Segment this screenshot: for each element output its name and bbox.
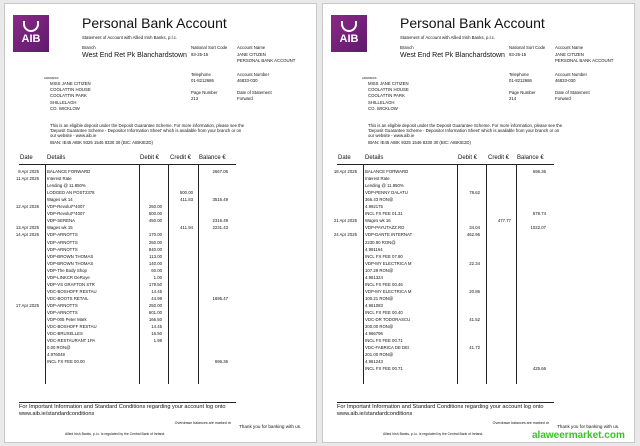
cell-date: 17 Apr 2025 [15, 302, 39, 308]
account-name-line: PERSONAL BANK ACCOUNT [237, 58, 296, 63]
cell-details: VDC-BOSHOFF RESTAU [47, 288, 97, 294]
footer-info-line: For Important Information and Standard Conditions regarding your account log onto [19, 404, 226, 410]
cell-details: 4.961083 [365, 302, 383, 308]
cell-details: VDP-MY ELECTRICA M [365, 260, 412, 266]
cell-debit: 20.86 [469, 288, 480, 294]
cell-details: BALANCE FORWARD [47, 169, 91, 174]
cell-balance: 2316.49 [212, 218, 228, 224]
deposit-notice-line: 'Deposit Guarantee Scheme - Depositor Information Sheet' which is available from your branch or on [50, 128, 242, 134]
cell-details: Lending @ 11.850% [47, 183, 86, 189]
cell-balance: 1022.07 [530, 225, 546, 231]
cell-debit: 16.50 [151, 331, 162, 337]
cell-balance: 3516.49 [212, 197, 228, 203]
date-of-statement-value: Forward [555, 96, 571, 101]
cell-details: VDC-BOSHOFF RESTAU [47, 324, 97, 330]
column-header-balance: Balance € [199, 155, 226, 161]
cell-date: 8 Apr 2025 [18, 169, 39, 174]
telephone-label: Telephone [509, 72, 529, 77]
cell-balance: 696.36 [214, 359, 228, 365]
cell-balance: 2667.06 [212, 169, 228, 174]
table-header-rule [19, 164, 236, 165]
address-line: COOLATTIN PARK [368, 93, 405, 99]
cell-balance: 1695.47 [212, 295, 228, 301]
cell-balance: 578.74 [532, 211, 546, 217]
cell-balance: 425.66 [532, 366, 546, 372]
cell-details: VDP-BROWN THOMAS [47, 260, 94, 266]
account-number-value: 46833-030 [555, 78, 576, 83]
cell-debit: 601.00 [148, 310, 162, 315]
column-header-credit: Credit € [488, 155, 510, 161]
footer-info-line: www.aib.ie/standardconditions [19, 411, 95, 417]
iban-bic: IBAN: IE45 AIBK 9325 1546 8330 30 (BIC: AIBKIE2D) [368, 140, 471, 145]
cell-details: Wages wk 15 [47, 225, 73, 231]
cell-details: VDC-FABRICA DE DEI [365, 345, 410, 351]
cell-details: INCL FX FEE 00.46 [365, 281, 403, 287]
column-header-debit: Debit € [140, 155, 160, 161]
cell-details: INCL FX FEE 01.31 [365, 211, 403, 217]
cell-details: INCL FX FEE 00.71 [365, 338, 403, 344]
cell-debit: 41.72 [469, 345, 480, 351]
cell-details: VDP-The Body Shop [47, 267, 87, 273]
deposit-notice-line: 'Deposit Guarantee Scheme - Depositor Information Sheet' which is available from your branch or on [368, 128, 560, 134]
cell-debit: 166.50 [148, 317, 162, 323]
overdrawn-note: Overdrawn balances are marked dr [492, 421, 549, 425]
column-header-balance: Balance € [517, 155, 544, 161]
cell-details: Wages wk 16 [365, 218, 391, 224]
footer-rule [337, 402, 554, 403]
cell-debit: 44.99 [151, 295, 162, 301]
branch-label: Branch [400, 45, 414, 50]
address-label: ADDRESS [44, 76, 59, 80]
address-line: MISS JANE CITIZEN [368, 81, 409, 86]
thank-you-note: Thank you for banking with us. [239, 424, 302, 429]
cell-debit: 170.00 [148, 232, 162, 238]
cell-details: Lending @ 11.850% [365, 183, 404, 189]
footer-info-line: www.aib.ie/standardconditions [337, 411, 413, 417]
statement-subtitle: Statement of Account with Allied Irish Banks, p.l.c. [400, 35, 496, 40]
cell-debit: 1.00 [153, 274, 162, 280]
cell-details: VDP-MY ELECTRICA M [365, 288, 412, 294]
cell-details: VDP-VS GRAFTON STR [47, 281, 95, 287]
statement-page-2 [322, 3, 635, 443]
cell-details: VDP-PAYUTAZZ.RO [365, 225, 405, 231]
cell-details: VDC-DR TODORASCU [365, 317, 411, 323]
cell-balance: 2231.43 [212, 225, 228, 231]
watermark: alaweermarket.com [532, 430, 625, 441]
cell-details: VDP-ARNOTTS [47, 246, 78, 252]
logo-text: AIB [339, 33, 359, 45]
column-header-details: Details [47, 155, 66, 161]
cell-details: Wages wk 14 [47, 197, 73, 203]
column-header-debit: Debit € [458, 155, 478, 161]
cell-details: BALANCE FORWARD [365, 169, 409, 174]
cell-details: 107.29 RON@ [365, 267, 394, 273]
sort-code-value: 93-25-15 [509, 52, 527, 57]
account-number-label: Account Number [555, 72, 588, 77]
iban-bic: IBAN: IE45 AIBK 9325 1546 8330 30 (BIC: AIBKIE2D) [50, 140, 153, 145]
cell-details: LODGED AN POST2378 [47, 190, 95, 196]
cell-debit: 113.00 [149, 253, 162, 259]
date-of-statement-label: Date of Statement [237, 90, 272, 95]
branch-label: Branch [82, 45, 96, 50]
cell-date: 18 Apr 2025 [333, 169, 357, 174]
cell-date: 21 Apr 2025 [333, 218, 357, 224]
cell-details: 4.966796 [365, 331, 383, 337]
page-number-value: 213 [191, 96, 199, 101]
cell-date: 13 Apr 2025 [15, 225, 39, 231]
telephone-value: 01-8212686 [191, 78, 214, 83]
cell-details: Interest Rate [47, 176, 72, 182]
cell-details: VDP-ARNOTTS [47, 232, 78, 238]
sort-code-value: 93-25-15 [191, 52, 209, 57]
cell-details: 2230.90 RON@ [365, 239, 396, 245]
cell-details: 4.991164 [365, 246, 383, 252]
page-number-label: Page Number [509, 90, 536, 95]
telephone-label: Telephone [191, 72, 211, 77]
address-line: SHILLELAGH [368, 99, 395, 105]
cell-credit: 411.94 [180, 225, 193, 231]
cell-balance: 696.36 [532, 169, 546, 174]
page-title: Personal Bank Account [82, 15, 227, 31]
cell-debit: 41.52 [469, 317, 480, 323]
account-name-label: Account Name [237, 45, 266, 50]
cell-debit: 140.00 [148, 260, 162, 266]
cell-debit: 250.00 [148, 239, 162, 245]
cell-details: VDP-005 Peter Mark [47, 317, 87, 323]
page-title: Personal Bank Account [400, 15, 545, 31]
cell-details: VDP-Revolut**4007 [47, 204, 85, 210]
cell-details: VDP-LINKCR DeRoye [47, 274, 90, 280]
cell-details: 4.961324 [365, 274, 383, 280]
cell-debit: 14.45 [151, 288, 162, 294]
thank-you-note: Thank you for banking with us. [557, 424, 620, 429]
cell-details: VDP-ARNOTTS [47, 302, 78, 308]
cell-date: 24 Apr 2025 [333, 232, 357, 238]
deposit-notice-line: This is an eligible deposit under the Deposit Guarantee Scheme. For more information, please see the [368, 123, 563, 128]
account-number-value: 46833-030 [237, 78, 258, 83]
cell-details: VDP-ARNOTTS [47, 239, 78, 245]
page-number-label: Page Number [191, 90, 218, 95]
cell-debit: 22.34 [469, 260, 480, 266]
column-header-date: Date [20, 155, 33, 161]
cell-details: INCL FX FEE 07.80 [365, 253, 403, 259]
column-header-details: Details [365, 155, 384, 161]
cell-credit: 500.00 [179, 190, 193, 196]
cell-debit: 78.62 [469, 190, 480, 196]
cell-debit: 450.00 [148, 218, 162, 224]
table-row [5, 360, 316, 367]
cell-details: VDP-Revolut**4007 [47, 211, 85, 217]
cell-date: 11 Apr 2025 [16, 176, 39, 182]
cell-debit: 34.04 [469, 225, 480, 231]
statement-page-1 [4, 3, 317, 443]
address-line: SHILLELAGH [50, 99, 77, 105]
date-of-statement-value: Forward [237, 96, 253, 101]
cell-details: VDP-SERENA [47, 218, 75, 224]
account-name-line: JANE CITIZEN [237, 52, 266, 57]
cell-debit: 60.00 [151, 267, 162, 273]
footer-rule [19, 402, 236, 403]
cell-details: VDC-RESTAURANT 1PA [47, 338, 96, 344]
cell-credit: 411.83 [180, 197, 193, 203]
aib-ark-icon [341, 21, 357, 32]
cell-debit: 840.00 [148, 246, 162, 252]
cell-details: 200.00 RON@ [365, 324, 394, 330]
sort-code-label: National Sort Code [509, 45, 546, 50]
aib-logo [13, 15, 49, 52]
telephone-value: 01-8212686 [509, 78, 532, 83]
overdrawn-note: Overdrawn balances are marked dr [174, 421, 231, 425]
table-row [323, 367, 634, 374]
address-line: CO. WICKLOW [50, 105, 80, 111]
cell-debit: 179.50 [148, 281, 162, 287]
branch-value: West End Ret Pk Blanchardstown [82, 52, 187, 59]
cell-details: INCL FX FEE 00.00 [47, 359, 85, 365]
cell-debit: 250.00 [148, 204, 162, 210]
cell-details: 366.43 RON@ [365, 197, 394, 203]
account-name-line: JANE CITIZEN [555, 52, 584, 57]
cell-date: 12 Apr 2025 [15, 204, 39, 210]
cell-debit: 14.45 [151, 324, 162, 330]
address-line: COOLATTIN PARK [50, 93, 87, 99]
cell-details: VDP-BROWN THOMAS [47, 253, 94, 259]
logo-text: AIB [21, 33, 41, 45]
address-line: COOLATTIN HOUSE [368, 87, 409, 93]
cell-details: Interest Rate [365, 176, 390, 182]
cell-debit: 500.00 [148, 211, 162, 217]
address-line: COOLATTIN HOUSE [50, 87, 91, 93]
cell-details: INCL FX FEE 00.71 [365, 366, 403, 372]
cell-details: 0.00 RON@ [47, 345, 71, 351]
account-number-label: Account Number [237, 72, 270, 77]
account-name-line: PERSONAL BANK ACCOUNT [555, 58, 614, 63]
page-number-value: 214 [509, 96, 517, 101]
cell-details: VDC-BOOTS RETAIL [47, 295, 89, 301]
branch-value: West End Ret Pk Blanchardstown [400, 52, 505, 59]
cell-details: 4.992175 [365, 204, 383, 210]
footer-info-line: For Important Information and Standard Conditions regarding your account log onto [337, 404, 544, 410]
regulatory-note: Allied Irish Banks, p.l.c. is regulated by the Central Bank of Ireland. [65, 432, 166, 436]
address-line: CO. WICKLOW [368, 105, 398, 111]
aib-ark-icon [23, 21, 39, 32]
cell-debit: 1.98 [153, 338, 162, 344]
cell-details: VDP-ARNOTTS [47, 310, 78, 315]
aib-logo [331, 15, 367, 52]
cell-credit: 477.77 [497, 218, 511, 224]
deposit-notice-line: This is an eligible deposit under the Deposit Guarantee Scheme. For more information, please see the [50, 123, 245, 128]
cell-debit: 462.95 [466, 232, 480, 238]
regulatory-note: Allied Irish Banks, p.l.c. is regulated by the Central Bank of Ireland. [383, 432, 484, 436]
cell-details: VDP-DANTE INTERNAT [365, 232, 413, 238]
cell-details: 4.976048 [47, 352, 65, 358]
column-header-date: Date [338, 155, 351, 161]
address-line: MISS JANE CITIZEN [50, 81, 91, 86]
deposit-notice-line: our website - www.aib.ie [368, 133, 415, 139]
column-header-credit: Credit € [170, 155, 192, 161]
cell-details: INCL FX FEE 00.40 [365, 310, 403, 315]
cell-date: 14 Apr 2025 [15, 232, 39, 238]
cell-details: VDP-PENNY DALATU [365, 190, 408, 196]
deposit-notice-line: our website - www.aib.ie [50, 133, 97, 139]
cell-details: VDC-BRUXELLES [47, 331, 83, 337]
cell-debit: 250.00 [148, 302, 162, 308]
account-name-label: Account Name [555, 45, 584, 50]
cell-details: 4.961243 [365, 359, 383, 365]
cell-details: 100.21 RON@ [365, 295, 394, 301]
table-header-rule [337, 164, 554, 165]
address-label: ADDRESS [362, 76, 377, 80]
statement-subtitle: Statement of Account with Allied Irish Banks, p.l.c. [82, 35, 178, 40]
cell-details: 201.00 RON@ [365, 352, 394, 358]
date-of-statement-label: Date of Statement [555, 90, 590, 95]
sort-code-label: National Sort Code [191, 45, 228, 50]
